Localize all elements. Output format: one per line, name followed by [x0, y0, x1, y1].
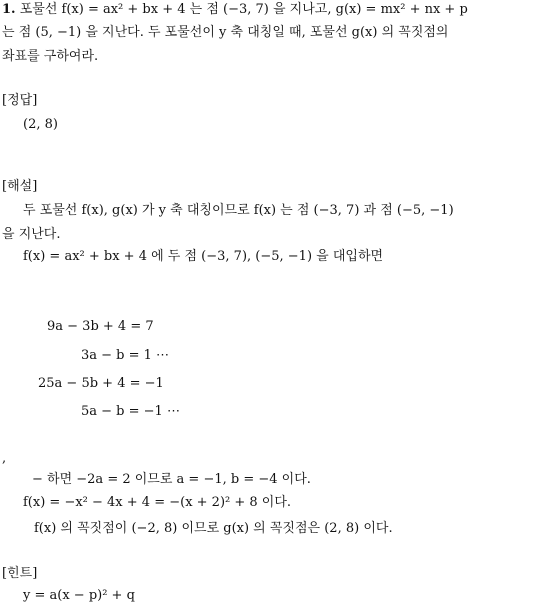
hint-heading: [힌트] — [2, 566, 38, 581]
solution-paragraph-1-cont: 을 지난다. — [2, 227, 61, 242]
equation-2: 25a − 5b + 4 = −1 — [38, 376, 164, 391]
problem-number: 1. — [2, 2, 16, 17]
equation-1: 9a − 3b + 4 = 7 — [47, 319, 154, 334]
problem-line-1 — [2, 1, 468, 19]
answer-value: (2, 8) — [23, 117, 58, 132]
solution-paragraph-4: f(x) = −x² − 4x + 4 = −(x + 2)² + 8 이다. — [23, 495, 292, 510]
solution-paragraph-3: − 하면 −2a = 2 이므로 a = −1, b = −4 이다. — [32, 472, 311, 487]
solution-paragraph-1: 두 포물선 f(x), g(x) 가 y 축 대칭이므로 f(x) 는 점 (−3, 7) 과 점 (−5, −1) — [23, 203, 454, 218]
problem-text-1: 포물선 f(x) = ax² + bx + 4 는 점 (−3, 7) 을 지나고, g(x) = mx² + nx + p — [19, 2, 468, 17]
equation-2-simplified: 5a − b = −1 ⋯ — [81, 404, 180, 419]
hint-formula: y = a(x − p)² + q — [23, 588, 135, 603]
solution-heading: [해설] — [2, 179, 38, 194]
problem-text-2: 는 점 (5, −1) 을 지난다. 두 포물선이 y 축 대칭일 때, 포물선 g(x) 의 꼭짓점의 — [2, 25, 449, 40]
comma-mark: , — [2, 451, 7, 466]
answer-heading: [정답] — [2, 93, 38, 108]
equation-1-simplified: 3a − b = 1 ⋯ — [81, 348, 170, 363]
solution-paragraph-2: f(x) = ax² + bx + 4 에 두 점 (−3, 7), (−5, −1) 을 대입하면 — [23, 249, 384, 264]
problem-text-3: 좌표를 구하여라. — [2, 49, 99, 64]
solution-paragraph-5: f(x) 의 꼭짓점이 (−2, 8) 이므로 g(x) 의 꼭짓점은 (2, 8) 이다. — [34, 521, 393, 536]
